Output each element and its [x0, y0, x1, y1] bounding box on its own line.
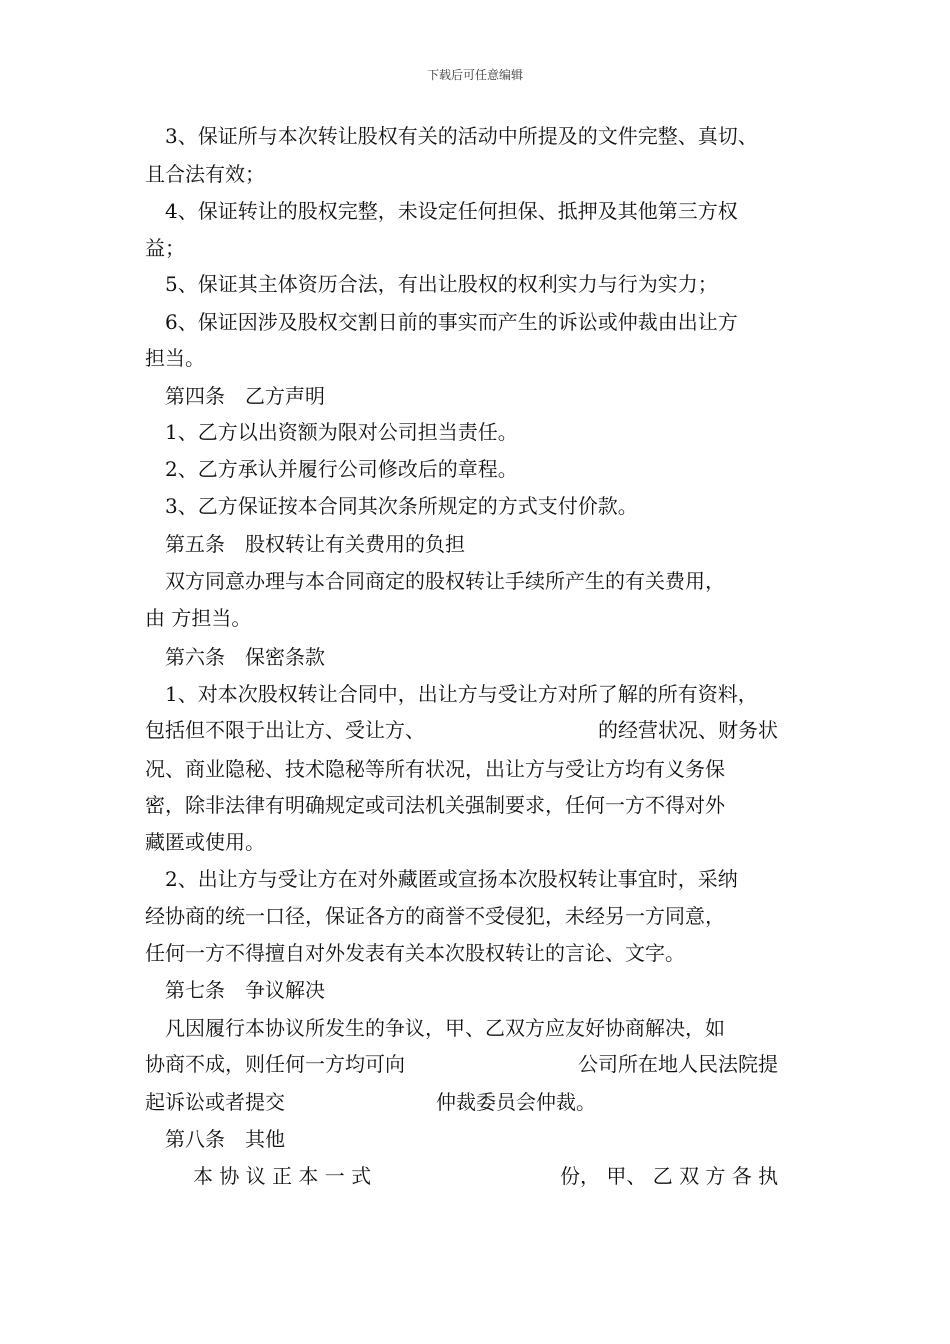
paragraph-line: 双方同意办理与本合同商定的股权转让手续所产生的有关费用，: [165, 569, 725, 593]
paragraph-line: 任何一方不得擅自对外发表有关本次股权转让的言论、文字。: [145, 941, 685, 965]
paragraph-line: 起诉讼或者提交: [145, 1090, 285, 1114]
paragraph-line: 协商不成，则任何一方均可向: [145, 1052, 405, 1076]
section-heading-7: 第七条 争议解决: [165, 978, 325, 1002]
paragraph-line: 6、保证因涉及股权交割日前的事实而产生的诉讼或仲裁由出让方: [165, 310, 738, 334]
paragraph-line: 2、乙方承认并履行公司修改后的章程。: [165, 457, 518, 481]
paragraph-line: 2、出让方与受让方在对外藏匿或宣扬本次股权转让事宜时，采纳: [165, 867, 738, 891]
paragraph-line: 经协商的统一口径，保证各方的商誉不受侵犯，未经另一方同意，: [145, 904, 725, 928]
paragraph-line: 本 协 议 正 本 一 式: [193, 1164, 372, 1188]
paragraph-line: 且合法有效；: [145, 162, 265, 186]
paragraph-line: 益；: [145, 236, 185, 260]
section-heading-6: 第六条 保密条款: [165, 645, 325, 669]
paragraph-line: 1、乙方以出资额为限对公司担当责任。: [165, 420, 518, 444]
paragraph-line: 的经营状况、财务状: [598, 718, 778, 742]
paragraph-line: 4、保证转让的股权完整，未设定任何担保、抵押及其他第三方权: [165, 199, 738, 223]
paragraph-line: 1、对本次股权转让合同中，出让方与受让方对所了解的所有资料，: [165, 682, 758, 706]
paragraph-line: 公司所在地人民法院提: [578, 1052, 778, 1076]
paragraph-line: 凡因履行本协议所发生的争议，甲、乙双方应友好协商解决，如: [165, 1016, 725, 1040]
paragraph-line: 担当。: [145, 346, 205, 370]
section-heading-8: 第八条 其他: [165, 1127, 285, 1151]
paragraph-line: 密，除非法律有明确规定或司法机关强制要求，任何一方不得对外: [145, 793, 725, 817]
paragraph-line: 3、乙方保证按本合同其次条所规定的方式支付价款。: [165, 494, 638, 518]
paragraph-line: 由 方担当。: [145, 606, 252, 630]
section-heading-5: 第五条 股权转让有关费用的负担: [165, 532, 465, 556]
paragraph-line: 包括但不限于出让方、受让方、: [145, 718, 425, 742]
paragraph-line: 5、保证其主体资历合法，有出让股权的权利实力与行为实力；: [165, 272, 718, 296]
page-header: 下载后可任意编辑: [426, 68, 523, 82]
paragraph-line: 仲裁委员会仲裁。: [436, 1090, 596, 1114]
paragraph-line: 3、保证所与本次转让股权有关的活动中所提及的文件完整、真切、: [165, 124, 758, 148]
paragraph-line: 份， 甲、 乙 双 方 各 执: [560, 1164, 779, 1188]
section-heading-4: 第四条 乙方声明: [165, 384, 325, 408]
paragraph-line: 藏匿或使用。: [145, 830, 265, 854]
paragraph-line: 况、商业隐秘、技术隐秘等所有状况，出让方与受让方均有义务保: [145, 757, 725, 781]
